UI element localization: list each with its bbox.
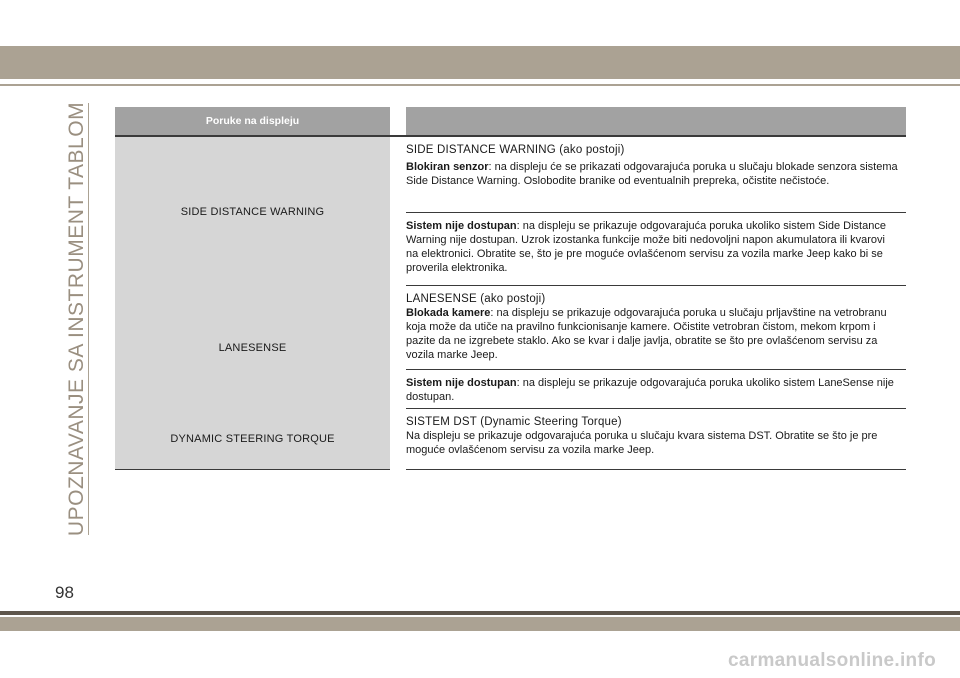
table-row-dynamic-steering-torque — [115, 409, 906, 470]
table-header-label: Poruke na displeju — [115, 107, 390, 135]
message-title: LANESENSE (ako postoji) — [406, 293, 546, 305]
table-header — [115, 107, 906, 137]
display-messages-table — [115, 107, 906, 470]
row-label: DYNAMIC STEERING TORQUE — [115, 409, 390, 470]
message-cell — [406, 137, 906, 213]
table-row-side-distance-warning — [115, 137, 906, 286]
message-bold: Blokiran senzor — [406, 161, 489, 173]
page-number: 98 — [55, 583, 74, 602]
watermark-text: carmanualsonline.info — [728, 650, 936, 671]
message-bold: Sistem nije dostupan — [406, 220, 517, 232]
table-row-lanesense — [115, 286, 906, 409]
table-header-blank — [406, 107, 906, 135]
message-title: SIDE DISTANCE WARNING (ako postoji) — [406, 144, 625, 156]
row-label: SIDE DISTANCE WARNING — [115, 137, 390, 286]
footer-rule — [0, 611, 960, 615]
header-rule — [0, 84, 960, 86]
message-text: : na displeju će se prikazati odgovarajuća poruka u slučaju blokade senzora sistema Side Distance Warning. Oslobodite branike od eventualnih prepreka, očistite nečistoće. — [406, 161, 898, 187]
section-title-vertical — [64, 103, 90, 535]
message-cell — [406, 409, 906, 470]
row-label: LANESENSE — [115, 286, 390, 409]
message-title: SISTEM DST (Dynamic Steering Torque) — [406, 416, 622, 428]
message-cell — [406, 370, 906, 409]
message-text: Na displeju se prikazuje odgovarajuća poruka u slučaju kvara sistema DST. Obratite se što je pre moguće ovlašćenom servisu za vozila marke Jeep. — [406, 430, 878, 456]
message-bold: Sistem nije dostupan — [406, 377, 517, 389]
message-cell — [406, 213, 906, 286]
section-title-text: UPOZNAVANJE SA INSTRUMENT TABLOM — [65, 101, 88, 537]
section-divider-line — [88, 103, 89, 535]
header-band — [0, 46, 960, 79]
message-text: : na displeju se prikazuje odgovarajuća poruka u slučaju prljavštine na vetrobranu koja može da utiče na pravilno funkcionisanje kamere. Očistite vetrobran čistom, mekom krpom i pazite da ne izgrebete staklo. Ako se kvar i dalje javlja, obratite se što pre ovlašćenom servisu za vozila marke Jeep. — [406, 307, 887, 361]
message-cell — [406, 286, 906, 370]
footer-band — [0, 617, 960, 631]
message-bold: Blokada kamere — [406, 307, 491, 319]
message-text: : na displeju se prikazuje odgovarajuća poruka ukoliko sistem LaneSense nije dostupan. — [406, 377, 894, 403]
message-text: : na displeju se prikazuje odgovarajuća poruka ukoliko sistem Side Distance Warning nije dostupan. Uzrok izostanka funkcije može biti nedovoljni napon akumulatora ili kvarovi na elektronici. Obratite se, što je pre moguće ovlašćenom servisu za vozila marke Jeep kako bi se proverila elektronika. — [406, 220, 886, 274]
